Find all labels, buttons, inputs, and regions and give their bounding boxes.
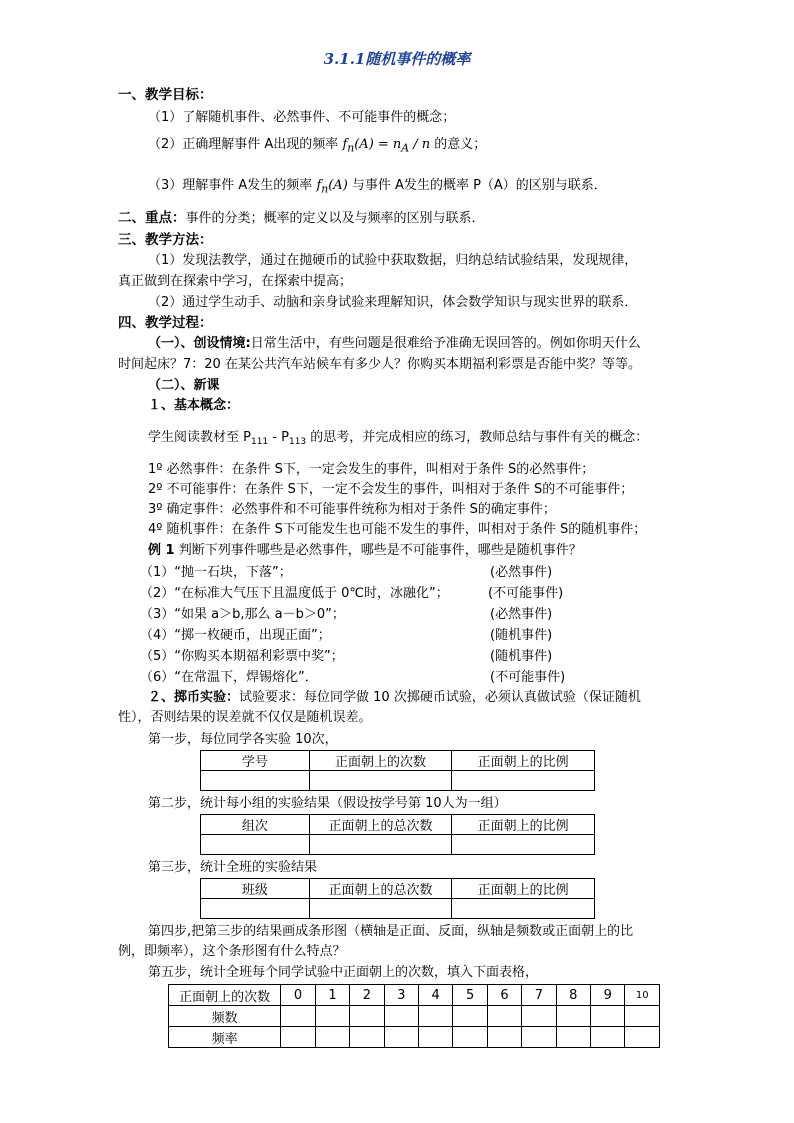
example-q2: （2）“在标准大气压下且温度低于 0℃时，冰融化”； — [140, 586, 449, 601]
table-cell — [453, 1027, 487, 1048]
table-cell — [452, 899, 595, 919]
table-step-5 — [168, 984, 660, 1048]
example-q3: （3）“如果 a＞b,那么 a－b＞0”； — [140, 607, 345, 622]
concept-2: 2º 不可能事件：在条件 S下，一定不会发生的事件，叫相对于条件 S的不可能事件； — [148, 482, 634, 497]
example-a4: (随机事件) — [490, 628, 553, 643]
reading-instruction — [148, 430, 648, 448]
table-header-cell: 正面朝上的总次数 — [309, 815, 452, 835]
coin-experiment-heading: ２、掷币实验： — [148, 690, 240, 705]
example-a6: (不可能事件) — [490, 670, 566, 685]
row-label: 频率 — [169, 1027, 281, 1048]
keypoints-heading: 二、重点： — [118, 210, 186, 226]
methods-line-2: 真正做到在探索中学习，在探索中提高； — [118, 274, 353, 289]
column-header: 8 — [556, 985, 590, 1006]
new-lesson-heading: （二）、新课 — [148, 378, 220, 393]
column-header: 9 — [591, 985, 625, 1006]
column-header: 2 — [350, 985, 384, 1006]
process-heading: 四、教学过程： — [118, 315, 213, 331]
example-q6: （6）“在常温下，焊锡熔化”． — [140, 670, 318, 685]
table-cell — [201, 899, 310, 919]
basic-concepts-heading: １、基本概念： — [148, 398, 240, 413]
example-a1: (必然事件) — [490, 565, 553, 580]
page-title: 3.1.1随机事件的概率 — [323, 50, 471, 68]
goal-item-1: （1）了解随机事件、必然事件、不可能事件的概念； — [148, 110, 456, 125]
column-header: 4 — [418, 985, 452, 1006]
table-cell — [452, 771, 595, 791]
example-label: 例 1 — [148, 543, 175, 558]
methods-heading: 三、教学方法： — [118, 232, 213, 248]
example-a5: (随机事件) — [490, 649, 553, 664]
table-cell — [384, 1027, 418, 1048]
example-text: 判断下列事件哪些是必然事件，哪些是不可能事件，哪些是随机事件？ — [174, 543, 582, 558]
table-cell — [350, 1027, 384, 1048]
goal-item-3-post: 与事件 A发生的概率 P（A）的区别与联系． — [351, 178, 607, 193]
reading-pre: 学生阅读教材至 P — [148, 430, 251, 445]
table-cell — [418, 1027, 452, 1048]
table-cell — [309, 771, 452, 791]
column-header: 6 — [487, 985, 521, 1006]
goal-item-2-post: 的意义； — [434, 137, 487, 152]
table-cell — [315, 1006, 349, 1027]
coin-experiment-text: 试验要求：每位同学做 10 次掷硬币试验，必须认真做试验（保证随机 — [239, 690, 641, 705]
concept-4: 4º 随机事件：在条件 S下可能发生也可能不发生的事件，叫相对于条件 S的随机事件； — [148, 522, 647, 537]
table-cell — [522, 1006, 556, 1027]
table-step-1 — [200, 750, 595, 791]
scenario-line-2: 时间起床？7：20 在某公共汽车站候车有多少人？你购买本期福利彩票是否能中奖？等等。 — [118, 357, 641, 372]
table-cell — [452, 835, 595, 855]
scenario-text: 日常生活中，有些问题是很难给予准确无误回答的。例如你明天什么 — [250, 336, 641, 351]
table-cell — [201, 835, 310, 855]
frequency-formula: $f_n(A) = n_A / n$ — [342, 137, 431, 155]
table-cell — [281, 1006, 315, 1027]
scenario-heading: （一）、创设情境: — [148, 336, 251, 351]
column-header: 3 — [384, 985, 418, 1006]
column-header: 10 — [625, 985, 660, 1006]
goal-item-3-pre: （3）理解事件 A发生的频率 — [148, 178, 313, 193]
table-cell — [315, 1027, 349, 1048]
reading-mid: - P — [268, 430, 289, 445]
step-4-line-2: 例，即频率），这个条形图有什么特点？ — [118, 944, 346, 959]
methods-line-1: （1）发现法教学，通过在抛硬币的试验中获取数据，归纳总结试验结果，发现规律， — [148, 253, 638, 268]
table-cell — [591, 1027, 625, 1048]
scenario-line-1 — [148, 336, 641, 352]
table-header-cell: 正面朝上的比例 — [452, 815, 595, 835]
row-label: 频数 — [169, 1006, 281, 1027]
example-q5: （5）“你购买本期福利彩票中奖”； — [140, 649, 344, 664]
goal-item-3 — [148, 178, 607, 196]
column-header: 7 — [522, 985, 556, 1006]
example-a2: (不可能事件) — [488, 586, 564, 601]
step-5: 第五步，统计全班每个同学试验中正面朝上的次数，填入下面表格， — [148, 965, 539, 980]
goal-item-2-pre: （2）正确理解事件 A出现的频率 — [148, 137, 339, 152]
table-header-cell: 班级 — [201, 879, 310, 899]
table-cell — [625, 1027, 660, 1048]
goal-item-2 — [148, 137, 486, 155]
example-q1: （1）“抛一石块，下落”； — [140, 565, 292, 580]
coin-experiment-line-1 — [148, 690, 641, 706]
example-q4: （4）“掷一枚硬币，出现正面”； — [140, 628, 331, 643]
step-3: 第三步，统计全班的实验结果 — [148, 860, 318, 875]
example-a3: (必然事件) — [490, 607, 553, 622]
step-4-line-1: 第四步,把第三步的结果画成条形图（横轴是正面、反面，纵轴是频数或正面朝上的比 — [148, 924, 634, 939]
step-1: 第一步，每位同学各实验 10次， — [148, 732, 338, 747]
frequency-symbol: $f_n(A)$ — [316, 178, 348, 196]
table-cell — [350, 1006, 384, 1027]
concept-1: 1º 必然事件：在条件 S下，一定会发生的事件，叫相对于条件 S的必然事件； — [148, 462, 595, 477]
table-header-cell: 组次 — [201, 815, 310, 835]
keypoints — [118, 210, 485, 227]
table-step-2 — [200, 814, 595, 855]
methods-line-3: （2）通过学生动手、动脑和亲身试验来理解知识，体会数学知识与现实世界的联系． — [148, 295, 638, 310]
table-header-cell: 正面朝上的比例 — [452, 879, 595, 899]
table-header-cell: 学号 — [201, 751, 310, 771]
column-header: 1 — [315, 985, 349, 1006]
table-cell — [591, 1006, 625, 1027]
table-header-cell: 正面朝上的次数 — [309, 751, 452, 771]
table-cell — [625, 1006, 660, 1027]
table-cell — [487, 1006, 521, 1027]
page-start: 111 — [250, 437, 269, 447]
table-cell — [309, 835, 452, 855]
column-header: 5 — [453, 985, 487, 1006]
table-header-cell: 正面朝上的比例 — [452, 751, 595, 771]
table-cell — [418, 1006, 452, 1027]
row-label: 正面朝上的次数 — [169, 985, 281, 1006]
goals-heading: 一、教学目标： — [118, 87, 213, 103]
page-end: 113 — [288, 437, 307, 447]
table-cell — [522, 1027, 556, 1048]
table-step-3 — [200, 878, 595, 919]
reading-post: 的思考，并完成相应的练习，教师总结与事件有关的概念： — [306, 430, 649, 445]
example-1 — [148, 543, 582, 559]
table-cell — [281, 1027, 315, 1048]
table-cell — [487, 1027, 521, 1048]
table-cell — [556, 1027, 590, 1048]
table-cell — [384, 1006, 418, 1027]
table-cell — [309, 899, 452, 919]
table-header-cell: 正面朝上的总次数 — [309, 879, 452, 899]
concept-3: 3º 确定事件：必然事件和不可能事件统称为相对于条件 S的确定事件； — [148, 502, 556, 517]
coin-experiment-line-2: 性），否则结果的误差就不仅仅是随机误差。 — [118, 710, 372, 725]
table-cell — [201, 771, 310, 791]
step-2: 第二步，统计每小组的实验结果（假设按学号第 10人为一组） — [148, 796, 507, 811]
table-cell — [556, 1006, 590, 1027]
keypoints-text: 事件的分类；概率的定义以及与频率的区别与联系． — [185, 211, 485, 226]
table-cell — [453, 1006, 487, 1027]
column-header: 0 — [281, 985, 315, 1006]
